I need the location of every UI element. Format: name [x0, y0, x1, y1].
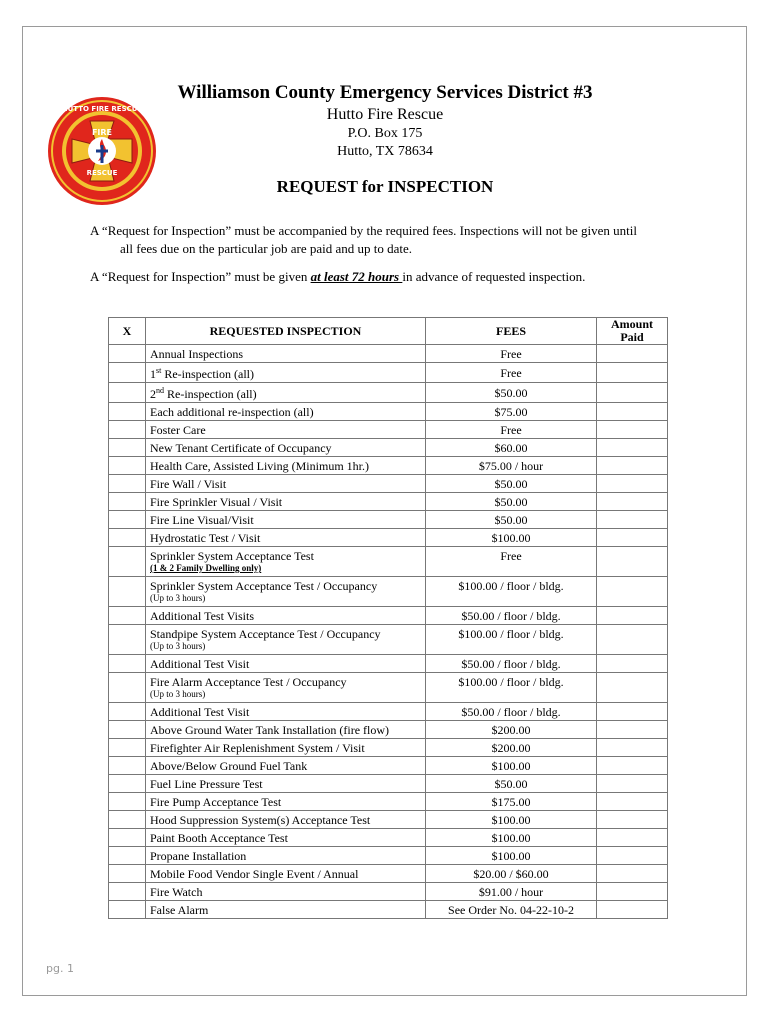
table-row — [109, 739, 668, 757]
inspection-fee-table — [108, 317, 668, 919]
inspection-label: Fuel Line Pressure Test — [150, 776, 263, 791]
col-header-inspection: REQUESTED INSPECTION — [146, 318, 426, 345]
amount-paid-cell[interactable] — [597, 421, 668, 439]
table-row — [109, 475, 668, 493]
amount-paid-cell[interactable] — [597, 493, 668, 511]
organization-name: Williamson County Emergency Services District #3 — [177, 82, 593, 103]
fee-cell: $50.00 — [426, 493, 597, 511]
amount-paid-cell[interactable] — [597, 739, 668, 757]
inspection-ordinal-suffix: st — [156, 366, 162, 375]
city-address: Hutto, TX 78634 — [337, 144, 433, 159]
inspection-label: Above/Below Ground Fuel Tank — [150, 758, 308, 773]
inspection-cell — [146, 457, 426, 475]
amount-paid-cell[interactable] — [597, 757, 668, 775]
table-row — [109, 511, 668, 529]
table-row — [109, 655, 668, 673]
check-cell[interactable] — [109, 625, 146, 655]
table-row — [109, 403, 668, 421]
advance-notice-after: in advance of requested inspection. — [402, 269, 586, 284]
amount-paid-cell[interactable] — [597, 721, 668, 739]
check-cell[interactable] — [109, 363, 146, 383]
check-cell[interactable] — [109, 883, 146, 901]
check-cell[interactable] — [109, 775, 146, 793]
inspection-cell — [146, 739, 426, 757]
amount-paid-cell[interactable] — [597, 363, 668, 383]
logo-text-mid: FIRE — [91, 128, 113, 137]
table-row — [109, 883, 668, 901]
check-cell[interactable] — [109, 757, 146, 775]
amount-paid-cell[interactable] — [597, 475, 668, 493]
table-row — [109, 673, 668, 703]
inspection-label: Firefighter Air Replenishment System / Visit — [150, 740, 365, 755]
fee-cell: Free — [426, 421, 597, 439]
check-cell[interactable] — [109, 793, 146, 811]
fee-cell: $175.00 — [426, 793, 597, 811]
inspection-cell — [146, 775, 426, 793]
table-row — [109, 865, 668, 883]
inspection-cell — [146, 865, 426, 883]
inspection-cell — [146, 811, 426, 829]
fee-cell: $50.00 — [426, 775, 597, 793]
inspection-label: Sprinkler System Acceptance Test / Occupancy — [150, 579, 378, 593]
inspection-note: (Up to 3 hours) — [150, 689, 206, 699]
table-row — [109, 457, 668, 475]
inspection-note: (Up to 3 hours) — [150, 593, 206, 603]
check-cell[interactable] — [109, 811, 146, 829]
table-row — [109, 793, 668, 811]
fee-requirement-paragraph — [90, 222, 690, 258]
inspection-cell — [146, 793, 426, 811]
fee-cell: $50.00 — [426, 511, 597, 529]
inspection-label: Paint Booth Acceptance Test — [150, 830, 288, 845]
inspection-label: Re-inspection (all) — [164, 387, 257, 401]
check-cell[interactable] — [109, 865, 146, 883]
inspection-label: Health Care, Assisted Living (Minimum 1hr.) — [150, 458, 369, 473]
inspection-ordinal-suffix: nd — [156, 386, 164, 395]
amount-paid-cell[interactable] — [597, 775, 668, 793]
amount-paid-cell[interactable] — [597, 829, 668, 847]
amount-paid-cell[interactable] — [597, 625, 668, 655]
fee-cell: Free — [426, 345, 597, 363]
fee-requirement-line2: all fees due on the particular job are paid and up to date. — [120, 241, 413, 256]
fee-cell: $100.00 / floor / bldg. — [426, 577, 597, 607]
amount-paid-cell[interactable] — [597, 547, 668, 577]
table-row — [109, 811, 668, 829]
department-name: Hutto Fire Rescue — [326, 106, 444, 123]
table-row — [109, 775, 668, 793]
amount-paid-cell[interactable] — [597, 883, 668, 901]
inspection-cell — [146, 439, 426, 457]
amount-paid-cell[interactable] — [597, 703, 668, 721]
check-cell[interactable] — [109, 721, 146, 739]
inspection-cell — [146, 625, 426, 655]
check-cell[interactable] — [109, 739, 146, 757]
inspection-cell — [146, 721, 426, 739]
check-cell[interactable] — [109, 847, 146, 865]
col-header-x: X — [109, 318, 146, 345]
inspection-cell — [146, 511, 426, 529]
table-row — [109, 847, 668, 865]
fee-cell: $100.00 — [426, 847, 597, 865]
inspection-label: Standpipe System Acceptance Test / Occupancy — [150, 627, 381, 641]
table-row — [109, 901, 668, 919]
amount-paid-cell[interactable] — [597, 607, 668, 625]
inspection-label: Fire Watch — [150, 884, 203, 899]
check-cell[interactable] — [109, 703, 146, 721]
fee-cell: $200.00 — [426, 739, 597, 757]
check-cell[interactable] — [109, 577, 146, 607]
fee-cell: $75.00 — [426, 403, 597, 421]
logo-text-top: HUTTO FIRE RESCUE — [61, 105, 143, 113]
check-cell[interactable] — [109, 673, 146, 703]
check-cell[interactable] — [109, 345, 146, 363]
inspection-label: Re-inspection (all) — [161, 367, 254, 381]
table-row — [109, 421, 668, 439]
amount-paid-cell[interactable] — [597, 511, 668, 529]
inspection-label: Additional Test Visit — [150, 656, 250, 671]
amount-paid-cell[interactable] — [597, 457, 668, 475]
page-number: pg. 1 — [46, 962, 74, 975]
inspection-label: Mobile Food Vendor Single Event / Annual — [150, 866, 359, 881]
inspection-cell — [146, 403, 426, 421]
inspection-ordinal: 2 — [150, 387, 156, 401]
inspection-cell — [146, 703, 426, 721]
col-header-amount-paid — [597, 318, 668, 345]
amount-paid-cell[interactable] — [597, 577, 668, 607]
inspection-cell — [146, 607, 426, 625]
check-cell[interactable] — [109, 529, 146, 547]
advance-notice-emphasis: at least 72 hours — [310, 269, 403, 284]
table-row — [109, 577, 668, 607]
table-row — [109, 363, 668, 383]
inspection-cell — [146, 475, 426, 493]
inspection-label: Each additional re-inspection (all) — [150, 404, 314, 419]
check-cell[interactable] — [109, 421, 146, 439]
fee-cell: $100.00 — [426, 529, 597, 547]
inspection-cell — [146, 345, 426, 363]
amount-paid-cell[interactable] — [597, 655, 668, 673]
check-cell[interactable] — [109, 457, 146, 475]
table-row — [109, 721, 668, 739]
inspection-label: Hood Suppression System(s) Acceptance Test — [150, 812, 371, 827]
check-cell[interactable] — [109, 607, 146, 625]
fee-cell: $91.00 / hour — [426, 883, 597, 901]
inspection-cell — [146, 363, 426, 383]
inspection-note: (Up to 3 hours) — [150, 641, 206, 651]
fee-cell: $75.00 / hour — [426, 457, 597, 475]
inspection-cell — [146, 655, 426, 673]
fee-cell: $50.00 / floor / bldg. — [426, 607, 597, 625]
table-row — [109, 547, 668, 577]
paid-label: Paid — [620, 330, 644, 344]
inspection-cell — [146, 493, 426, 511]
table-row — [109, 345, 668, 363]
inspection-label: False Alarm — [150, 902, 209, 917]
fee-cell: $200.00 — [426, 721, 597, 739]
check-cell[interactable] — [109, 655, 146, 673]
table-row — [109, 439, 668, 457]
inspection-label: Fire Pump Acceptance Test — [150, 794, 282, 809]
check-cell[interactable] — [109, 901, 146, 919]
fee-cell: Free — [426, 363, 597, 383]
logo-text-bottom: RESCUE — [86, 169, 118, 177]
inspection-cell — [146, 421, 426, 439]
inspection-cell — [146, 847, 426, 865]
fee-cell: Free — [426, 547, 597, 577]
fee-cell: $100.00 — [426, 829, 597, 847]
inspection-ordinal: 1 — [150, 367, 156, 381]
inspection-label: New Tenant Certificate of Occupancy — [150, 440, 332, 455]
check-cell[interactable] — [109, 829, 146, 847]
amount-paid-cell[interactable] — [597, 901, 668, 919]
inspection-cell — [146, 883, 426, 901]
inspection-label: Fire Sprinkler Visual / Visit — [150, 494, 283, 509]
inspection-cell — [146, 529, 426, 547]
fee-cell: $50.00 — [426, 383, 597, 403]
fee-cell: $20.00 / $60.00 — [426, 865, 597, 883]
amount-paid-cell[interactable] — [597, 345, 668, 363]
table-row — [109, 703, 668, 721]
inspection-label: Annual Inspections — [150, 346, 243, 361]
amount-paid-cell[interactable] — [597, 673, 668, 703]
table-row — [109, 625, 668, 655]
advance-notice-paragraph — [90, 268, 690, 286]
amount-paid-cell[interactable] — [597, 865, 668, 883]
amount-paid-cell[interactable] — [597, 439, 668, 457]
fee-cell: $50.00 — [426, 475, 597, 493]
check-cell[interactable] — [109, 383, 146, 403]
form-title: REQUEST for INSPECTION — [276, 177, 494, 196]
fee-cell: $50.00 / floor / bldg. — [426, 655, 597, 673]
po-box: P.O. Box 175 — [347, 126, 423, 141]
inspection-cell — [146, 673, 426, 703]
fee-cell: $100.00 — [426, 757, 597, 775]
check-cell[interactable] — [109, 547, 146, 577]
fee-cell: $50.00 / floor / bldg. — [426, 703, 597, 721]
inspection-label: Fire Line Visual/Visit — [150, 512, 254, 527]
fee-cell: $100.00 / floor / bldg. — [426, 673, 597, 703]
inspection-cell — [146, 901, 426, 919]
amount-paid-cell[interactable] — [597, 403, 668, 421]
table-row — [109, 383, 668, 403]
inspection-label: Additional Test Visits — [150, 608, 255, 623]
check-cell[interactable] — [109, 403, 146, 421]
table-row — [109, 757, 668, 775]
inspection-cell — [146, 829, 426, 847]
table-row — [109, 493, 668, 511]
inspection-cell — [146, 383, 426, 403]
check-cell[interactable] — [109, 475, 146, 493]
fee-cell: See Order No. 04-22-10-2 — [426, 901, 597, 919]
advance-notice-before: A “Request for Inspection” must be given — [90, 269, 311, 284]
col-header-fees: FEES — [426, 318, 597, 345]
inspection-label: Hydrostatic Test / Visit — [150, 530, 261, 545]
amount-paid-cell[interactable] — [597, 811, 668, 829]
table-row — [109, 529, 668, 547]
amount-paid-cell[interactable] — [597, 847, 668, 865]
amount-label: Amount — [610, 317, 653, 331]
inspection-label: Above Ground Water Tank Installation (fire flow) — [150, 722, 390, 737]
check-cell[interactable] — [109, 511, 146, 529]
inspection-cell — [146, 577, 426, 607]
inspection-label: Additional Test Visit — [150, 704, 250, 719]
inspection-label: Propane Installation — [150, 848, 247, 863]
inspection-label: Fire Alarm Acceptance Test / Occupancy — [150, 675, 347, 689]
table-row — [109, 607, 668, 625]
amount-paid-cell[interactable] — [597, 529, 668, 547]
inspection-label: Fire Wall / Visit — [150, 476, 227, 491]
check-cell[interactable] — [109, 493, 146, 511]
fee-cell: $100.00 — [426, 811, 597, 829]
table-row — [109, 829, 668, 847]
inspection-cell — [146, 547, 426, 577]
inspection-label: Foster Care — [150, 422, 206, 437]
inspection-label: Sprinkler System Acceptance Test — [150, 549, 314, 563]
check-cell[interactable] — [109, 439, 146, 457]
amount-paid-cell[interactable] — [597, 383, 668, 403]
fee-requirement-line1: A “Request for Inspection” must be accompanied by the required fees. Inspections will not be given until — [90, 223, 637, 238]
inspection-cell — [146, 757, 426, 775]
fee-cell: $100.00 / floor / bldg. — [426, 625, 597, 655]
inspection-note: (1 & 2 Family Dwelling only) — [150, 563, 262, 573]
fee-cell: $60.00 — [426, 439, 597, 457]
amount-paid-cell[interactable] — [597, 793, 668, 811]
